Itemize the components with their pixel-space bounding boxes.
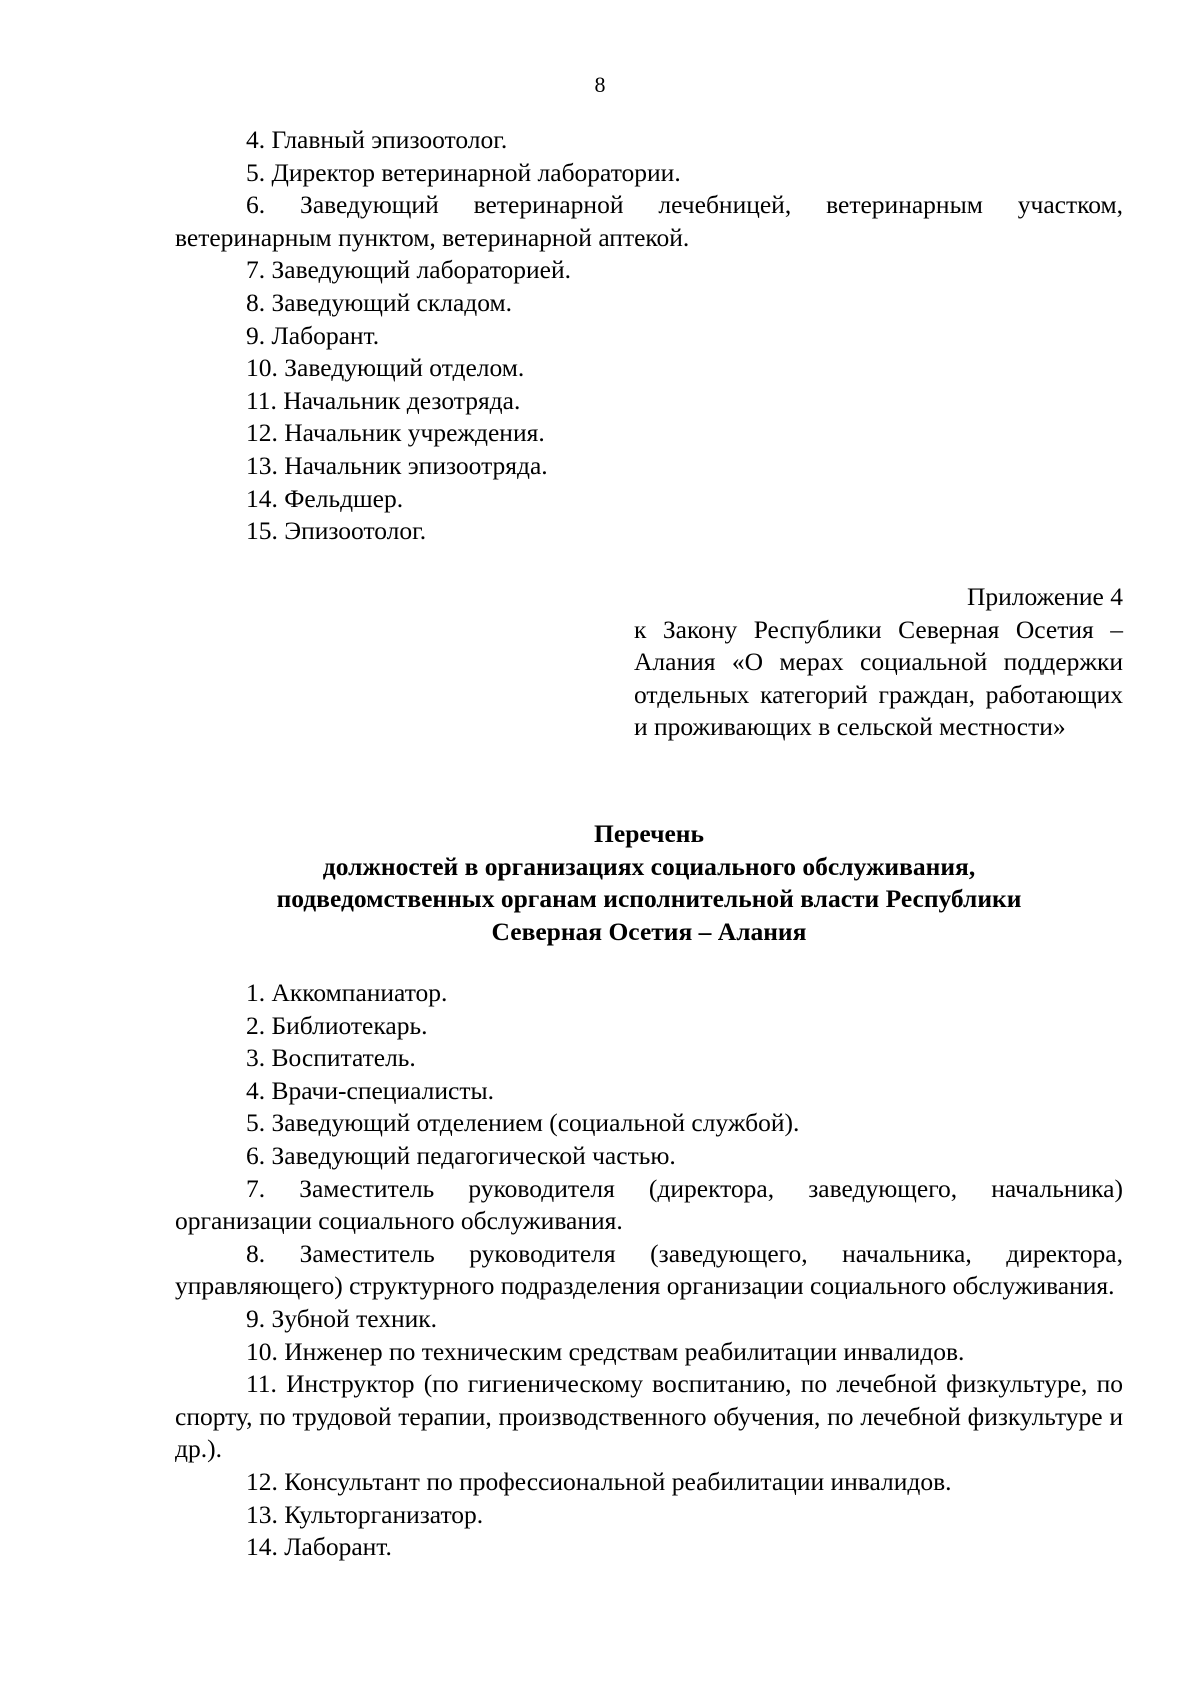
heading-line: Перечень	[594, 819, 704, 848]
list-item: 1. Аккомпаниатор.	[246, 978, 448, 1007]
list-item: 7. Заведующий лабораторией.	[246, 255, 572, 285]
list-item: 14. Лаборант.	[246, 1532, 392, 1562]
list-item: 4. Врачи-специалисты.	[246, 1075, 494, 1105]
list-item: 11. Начальник дезотряда.	[246, 385, 521, 415]
list-item: 6. Заведующий ветеринарной лечебницей, ветеринарным участком, ветеринарным пунктом, ветеринарной аптекой.	[175, 190, 1123, 252]
appendix-note	[634, 581, 1123, 744]
heading-line: Северная Осетия – Алания	[491, 916, 807, 946]
list-item: 8. Заведующий складом.	[246, 287, 513, 317]
list-item: 6. Заведующий педагогической частью.	[246, 1140, 676, 1170]
list-item: 9. Зубной техник.	[246, 1303, 438, 1333]
page-number: 8	[594, 72, 606, 97]
list-item: 11. Инструктор (по гигиеническому воспитанию, по лечебной физкультуре, по спорту, по трудовой терапии, производственного обучения, по лечебной физкультуре и др.).	[175, 1369, 1123, 1464]
appendix-title: Приложение 4	[967, 582, 1123, 611]
list-item: 10. Инженер по техническим средствам реабилитации инвалидов.	[246, 1336, 965, 1366]
social-service-positions-list	[175, 977, 1123, 1564]
appendix-text: к Закону Республики Северная Осетия – Алания «О мерах социальной поддержки отдельных категорий граждан, работающих и проживающих в сельской местности»	[634, 614, 1123, 742]
list-item: 5. Директор ветеринарной лаборатории.	[246, 157, 681, 187]
list-item: 15. Эпизоотолог.	[246, 516, 427, 546]
list-item: 2. Библиотекарь.	[246, 1010, 428, 1040]
list-item: 5. Заведующий отделением (социальной службой).	[246, 1108, 800, 1138]
list-item: 4. Главный эпизоотолог.	[246, 125, 508, 154]
list-item: 12. Начальник учреждения.	[246, 418, 545, 448]
section-heading	[175, 818, 1123, 948]
heading-line: подведомственных органам исполнительной власти Республики	[276, 884, 1022, 914]
list-item: 12. Консультант по профессиональной реабилитации инвалидов.	[246, 1466, 952, 1496]
list-item: 3. Воспитатель.	[246, 1043, 416, 1073]
list-item: 13. Начальник эпизоотряда.	[246, 450, 548, 480]
list-item: 7. Заместитель руководителя (директора, заведующего, начальника) организации социального обслуживания.	[175, 1173, 1123, 1236]
list-item: 13. Культорганизатор.	[246, 1499, 484, 1529]
list-item: 14. Фельдшер.	[246, 483, 404, 513]
list-item: 8. Заместитель руководителя (заведующего, начальника, директора, управляющего) структурного подразделения организации социального обслуживания.	[175, 1238, 1123, 1301]
heading-line: должностей в организациях социального обслуживания,	[322, 851, 976, 881]
list-item: 9. Лаборант.	[246, 320, 380, 350]
veterinary-positions-list	[175, 124, 1123, 548]
list-item: 10. Заведующий отделом.	[246, 353, 525, 383]
